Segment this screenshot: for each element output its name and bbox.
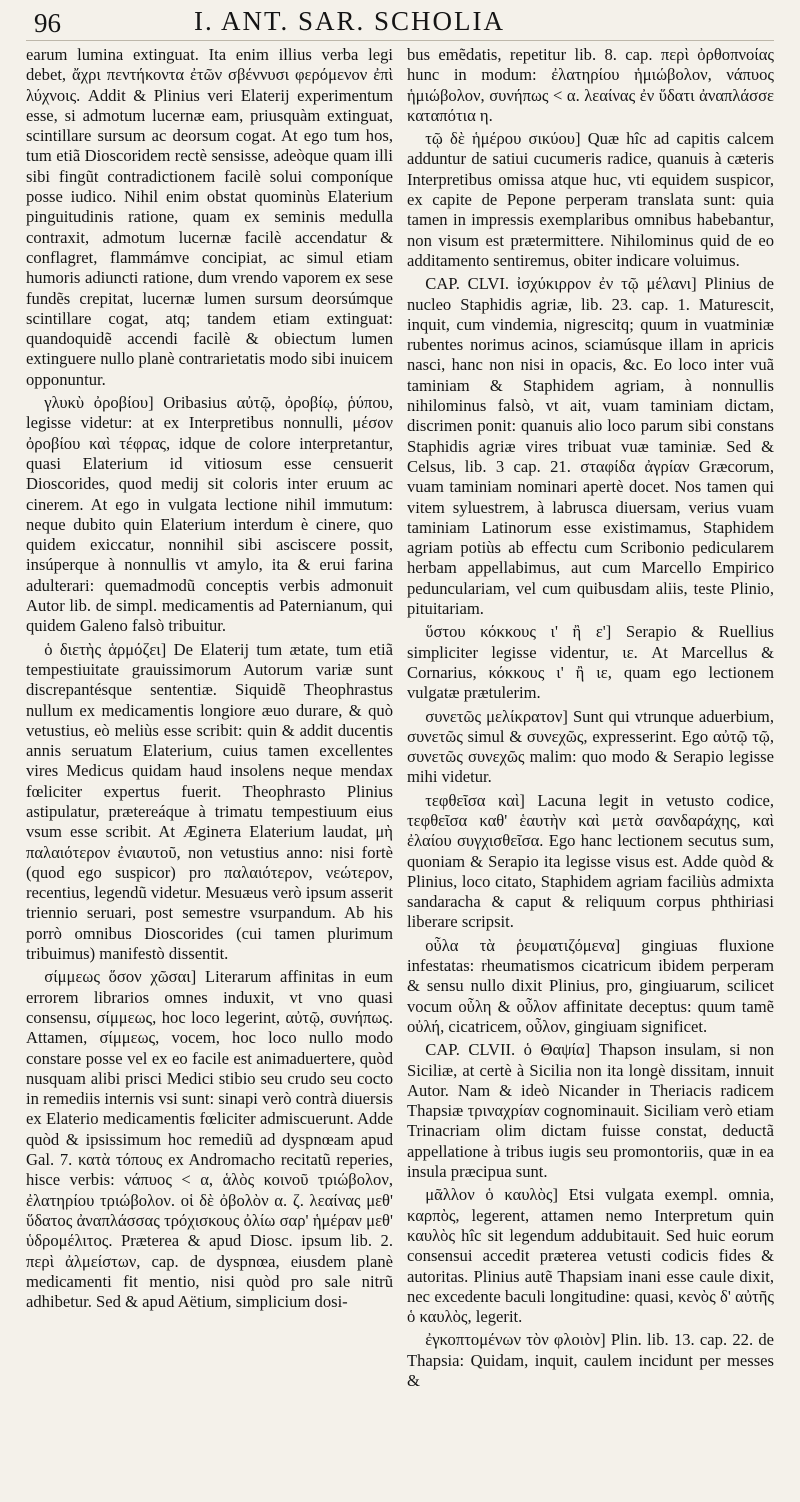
chapter-paragraph: CAP. CLVII. ὁ Θαψία] Thapson insulam, si non Siciliæ, at certè à Sicilia non ita longè dissitam, innuit Autor. Nam & ideò Nicander in Theriacis radicem Thapsiæ τριναχρίαν cognominauit. Siciliam verò etiam Trinacriam olim dictam fuisse constat, deductã appellatione à tribus iugis seu promontoriis, quæ in ea insula præcipua sunt. bbox=[407, 1040, 774, 1182]
running-title: I. ANT. SAR. SCHOLIA bbox=[194, 6, 506, 36]
paragraph: ὁ διετὴς ἁρμόζει] De Elaterij tum ætate, tum etiã tempestiuitate grauissimorum Autorum variæ sunt discrepantésque sententiæ. Siquidẽ Theophrastus nullum ex medicamentis longiore æuo durare, & quò vetustius, eò meliùs esse scribit: quin & addit ducentis annis seruatum Elaterium, cuius tamen excellentes vires Medicus quidam haud insolens neque mendax fœliciter expertus fuerit. Theophrasto Plinius astipulatur, prætereáque à trimatu tempestiuum eius vsum esse scribit. At Æginета Elaterium laudat, μὴ παλαιότερον ἐνιαυτοῦ, non vetustius anno: nisi fortè (quod ego suspicor) pro παλαιότερον, νεώτερον, recentius, legendũ videtur. Mesuæus verò ipsum asserit triennio seruari, post semestre vsurpandum. Ab his porrò omnibus Dioscorides (cui tamen plurimum tribuimus) manifestò dissentit. bbox=[26, 639, 393, 964]
two-column-body bbox=[26, 45, 774, 1394]
right-column bbox=[407, 45, 774, 1394]
left-column bbox=[26, 45, 393, 1394]
paragraph: bus emẽdatis, repetitur lib. 8. cap. περὶ ὀρθοπνοίας hunc in modum: ἐλατηρίου ἡμιώβολον, νάπυος ἡμιώβολον, συνήπως < α. λεαίνας ἐν ὕδατι ἀναπλάσσε καταπότια η. bbox=[407, 45, 774, 125]
paragraph: ὕστου κόκκους ι' ἢ ε'] Serapio & Ruellius simpliciter legisse videntur, ιε. At Marcellus & Cornarius, κόκκους ι' ἢ ιε, quam ego lectionem vulgatæ prætulerim. bbox=[407, 622, 774, 703]
paragraph: μᾶλλον ὁ καυλὸς] Etsi vulgata exempl. omnia, καρπὸς, legerent, attamen nemo Interpretum quin καυλὸς hîc sit legendum addubitauit. Sed huic eorum consensui accedit præterea vetusti codicis fides & autoritas. Plinius autẽ Thapsiam inani esse caule dixit, nec excedente baculi longitudine: quasi, κενὸς δ' αὐτῆς ὁ καυλὸς, legerit. bbox=[407, 1185, 774, 1327]
chapter-paragraph: CAP. CLVI. ἰσχύκιρρον ἐν τῷ μέλανι] Plinius de nucleo Staphidis agriæ, lib. 23. cap. 1. Maturescit, inquit, cum vindemia, nigrescitq; quum in vuatminiæ rubentes norimus acinos, sciamúsque illam in apricis nasci, hanc non nisi in opacis, &c. Eo loco inter vuã taminiam & Staphidem agriam, à nonnullis nihilominus falsò, vt ait, vuam taminiam dictam, discrimen ponit: quanuis alio loco parum sibi constans Staphidis agriæ vires tribuat vuæ taminiæ. Sed & Celsus, lib. 3 cap. 21. σταφίδα ἀγρίαν Græcorum, vuam taminiam nominari apertè docet. Nos tamen qui vitem syluestrem, à labrusca diuersam, verius vuam taminiam Latinorum esse existimamus, Staphidem agriam potiùs ab effectu cum Scribonio pedicularem herbam appellabimus, aut cum Marcello Empirico pedunculariam, vel cum quibusdam aliis, teste Plinio, pituitariam. bbox=[407, 274, 774, 619]
paragraph: συνετῶς μελίκρατον] Sunt qui vtrunque aduerbium, συνετῶς simul & συνεχῶς, expresserint. Ego αὐτῷ τῷ, συνετῶς συνεχῶς malim: quo modo & Serapio legisse mihi videtur. bbox=[407, 706, 774, 787]
paragraph: τεφθεῖσα καὶ] Lacuna legit in vetusto codice, τεφθεῖσα καθ' ἑαυτὴν καὶ μετὰ σανδαράχης, καὶ ἐλαίου συγχισθεῖσα. Ego hanc lectionem secutus sum, quoniam & Serapio ita legisse visus est. Adde quòd & Plinius, loco citato, Staphidem agriam faciliùs admixta sandaracha & caput & reliquum corpus phthiriasi liberare scripsit. bbox=[407, 790, 774, 932]
paragraph: οὖλα τὰ ῥευματιζόμενα] gingiuas fluxione infestatas: rheumatismos cicatricum ibidem perperam & sensu nullo dixit Plinius, pro, gingiuarum, scilicet vocum οὖλη & οὖλον affinitate deceptus: quum tamẽ οὐλή, cicatricem, οὖλον, gingiuam significet. bbox=[407, 935, 774, 1036]
paragraph: τῷ δὲ ἡμέρου σικύου] Quæ hîc ad capitis calcem adduntur de satiui cucumeris radice, quanuis à cæteris Interpretibus omissa atque huc, vti equidem suspicor, ex capite de Pepone perperam translata sunt: quia tamen in impressis exemplaribus omnibus habebantur, non visum est prætermittere. Nihilominus quid de eo additamento sentiremus, obiter indicare voluimus. bbox=[407, 129, 774, 270]
running-header bbox=[26, 4, 774, 41]
paragraph: earum lumina extinguat. Ita enim illius verba legi debet, ἄχρι πεντήκοντα ἐτῶν σβέννυσι φερόμενον ἐπὶ λύχνοις. Addit & Plinius veri Elaterij experimentum esse, si admotum lucernæ eam, priusquàm extinguat, scintillare sursum ac deorsum cogat. At ego tum hos, tum etiã Dioscoridem rectè sensisse, adeòque quam illi sibi fingũt contradictionem facilè solui componíque posse iudico. Nihil enim obstat quominùs Elaterium pinguitudinis ratione, quam ex seminis medulla contraxit, admotum lucernæ facilè accendatur & conflagret, flammámve concipiat, ac simul etiam humoris adiuncti ratione, dum vrendo vaporem ex sese fundẽs crepitat, lucernæ lumen sursum deorsúmque scintillare cogat, atq; tandem etiam extinguat: quandoquidẽ accendi facilè & obiectum lumen extinguere nullo planè contrarietatis modo sibi inuicem opponuntur. bbox=[26, 45, 393, 389]
paragraph: γλυκὺ ὀροβίου] Oribasius αὐτῷ, ὀροβίῳ, ῥύπου, legisse videtur: at ex Interpretibus nonnulli, μέσον ὀροβίου καὶ τέφρας, idque de colore interpretantur, quasi Elaterium id vitiosum esse censuerit Dioscorides, quod medij sit coloris inter eruum ac cinerem. At ego in vulgata lectione nihil immutum: neque dubito quin Elaterium interdum è cinere, quo quidem exiccatur, nonnihil sibi asciscere possit, insúperque à nonnullis vt amylo, ita & erui farina adulterari: quemadmodũ conceptis verbis admonuit Autor lib. de simpl. medicamentis ad Paternianum, qui quidem Galeno falsò tribuitur. bbox=[26, 393, 393, 636]
paragraph: ἐγκοπτομένων τὸν φλοιὸν] Plin. lib. 13. cap. 22. de Thapsia: Quidam, inquit, caulem incidunt per messes & bbox=[407, 1330, 774, 1390]
paragraph: σίμμεως ὅσον χῶσαι] Literarum affinitas in eum errorem librarios omnes induxit, vt vno quasi consensu, σίμμεως, hoc loco legerint, αὐτῷ, συνήπως. Attamen, σίμμεως, vocem, hoc loco nullo modo constare posse vel ex eo facile est animaduertere, quòd nusquam alibi prisci Medici stibio seu crudo seu cocto in remediis internis vsi sunt: sinapi verò contrà diuersis ex Elaterio medicamentis fœliciter admiscuerunt. Adde quòd & ipsissimum hoc remediũ ad dyspnœam apud Gal. 7. κατὰ τόπους ex Andromacho recitatũ reperies, hisce verbis: νάπυος < α, ἁλὸς κοινοῦ τριώβολον, ἐλατηρίου τριώβολον. οἱ δὲ ὀβολὸν α. ζ. λεαίνας μεθ' ὕδατος ἀναπλάσσας τρόχισκους ὀλίω σαρ' ἡμέραν μεθ' ὑδρομέλιτος. Præterea & apud Diosc. ipsum lib. 2. περὶ ἀλμείστων, cap. de dyspnœa, eiusdem planè medicamenti fit mentio, nisi quòd pro sale nitrũ adhibetur. Sed & apud Aëtium, simplicium dosi- bbox=[26, 967, 393, 1312]
page-number: 96 bbox=[34, 8, 61, 38]
